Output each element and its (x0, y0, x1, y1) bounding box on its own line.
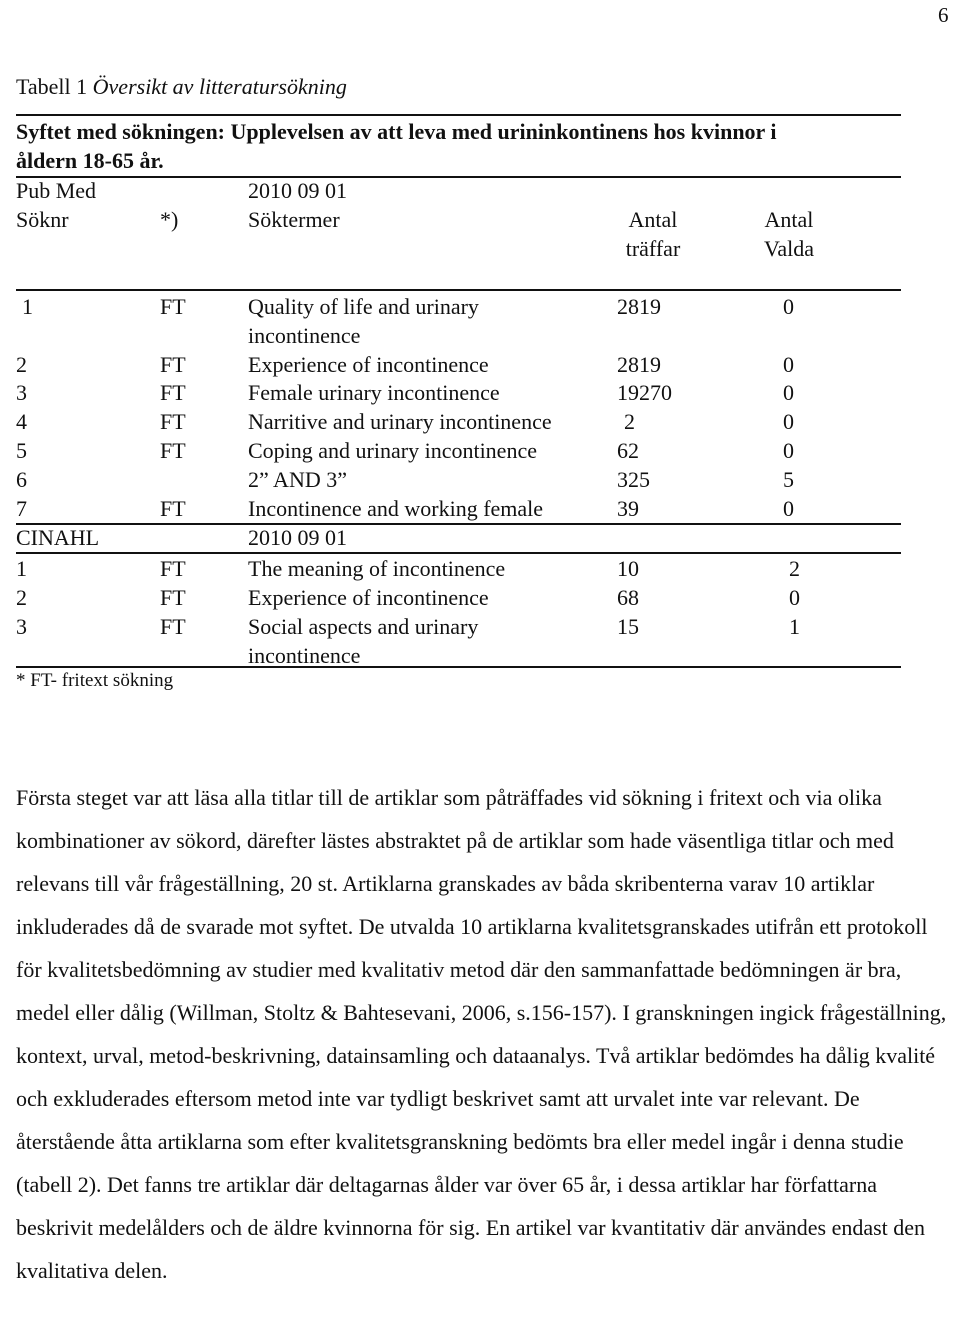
row-type: FT (160, 380, 186, 405)
header-rule (16, 289, 901, 291)
row-type: FT (160, 496, 186, 521)
table-bottom-rule (16, 666, 901, 668)
row-nr: 2 (16, 585, 27, 610)
row-nr: 4 (16, 409, 27, 434)
paragraph-sentence: Artiklarna granskades av båda skribenterna varav 10 artiklar inkluderades då de svarade mot syftet. (16, 871, 880, 939)
row-hits: 2819 (617, 352, 661, 377)
row-nr: 7 (16, 496, 27, 521)
row-hits: 68 (617, 585, 639, 610)
row-type: FT (160, 556, 186, 581)
row-terms-continued: incontinence (248, 643, 361, 668)
row-terms: Quality of life and urinary (248, 294, 479, 319)
row-selected: 2 (789, 556, 800, 581)
database-name-cinahl: CINAHL (16, 525, 100, 550)
row-hits: 10 (617, 556, 639, 581)
row-selected: 0 (783, 496, 794, 521)
row-nr: 2 (16, 352, 27, 377)
row-nr: 1 (22, 294, 33, 319)
table-caption-title: Översikt av litteratursökning (92, 74, 347, 99)
row-type: FT (160, 585, 186, 610)
row-type: FT (160, 294, 186, 319)
paragraph-sentence: De utvalda 10 artiklarna kvalitetsgranskades utifrån ett protokoll för kvalitetsbedömning av studier med kvalitativ metod där den sammanfattade bedömningen är bra, medel eller dålig (Willman, Stoltz & Bahtesevani, 2006, s.156-157). (16, 914, 933, 1025)
paragraph-sentence: Två artiklar bedömdes ha dålig kvalité och exkluderades eftersom metod inte var tydligt beskrivet samt att urvalet inte var relevant. (16, 1043, 941, 1111)
column-header-hits-line2: träffar (625, 236, 681, 261)
body-paragraph (16, 776, 950, 1292)
row-terms: Coping and urinary incontinence (248, 438, 537, 463)
row-terms: Female urinary incontinence (248, 380, 500, 405)
row-nr: 1 (16, 556, 27, 581)
row-selected: 0 (783, 352, 794, 377)
row-selected: 1 (789, 614, 800, 639)
column-header-selected (757, 205, 821, 263)
column-header-type: *) (160, 207, 179, 232)
table-caption (16, 72, 347, 101)
column-header-selected-line1: Antal (764, 207, 814, 232)
paragraph-sentence: I granskningen ingick frågeställning, kontext, urval, metod-beskrivning, datainsamling och dataanalys. (16, 1000, 952, 1068)
row-terms: Social aspects and urinary (248, 614, 479, 639)
row-selected: 0 (789, 585, 800, 610)
row-nr: 3 (16, 380, 27, 405)
column-header-selected-line2: Valda (763, 236, 815, 261)
row-type: FT (160, 438, 186, 463)
column-header-hits (617, 205, 689, 263)
search-purpose-line2: åldern 18-65 år. (16, 148, 164, 173)
row-type: FT (160, 352, 186, 377)
paragraph-sentence: Det fanns tre artiklar där deltagarnas ålder var över 65 år, i dessa artiklar har författarna beskrivit medelålders och de äldre kvinnorna för sig. (16, 1172, 883, 1240)
table-footnote: * FT- fritext sökning (16, 670, 174, 691)
row-terms: Experience of incontinence (248, 585, 489, 610)
paragraph-sentence: De återstående åtta artiklarna som efter kvalitetsgranskning bedömts bra eller medel ingår i denna studie (tabell 2). (16, 1086, 910, 1197)
table-top-rule (16, 114, 901, 116)
pubmed-end-rule (16, 523, 901, 525)
row-type: FT (160, 409, 186, 434)
paragraph-sentence: Första steget var att läsa alla titlar till de artiklar som påträffades vid sökning i fritext och via olika kombinationer av sökord, därefter lästes abstraktet på de artiklar som hade väsentliga titlar och med relevans till vår frågeställning, 20 st. (16, 785, 900, 896)
row-selected: 0 (783, 409, 794, 434)
row-hits: 62 (617, 438, 639, 463)
row-hits: 15 (617, 614, 639, 639)
row-terms: Experience of incontinence (248, 352, 489, 377)
database-date-pubmed: 2010 09 01 (248, 178, 347, 203)
row-selected: 0 (783, 380, 794, 405)
row-hits: 2819 (617, 294, 661, 319)
row-nr: 6 (16, 467, 27, 492)
purpose-rule (16, 176, 901, 178)
row-terms: 2” AND 3” (248, 467, 347, 492)
row-nr: 5 (16, 438, 27, 463)
row-nr: 3 (16, 614, 27, 639)
row-selected: 5 (783, 467, 794, 492)
row-terms: Incontinence and working female (248, 496, 544, 521)
row-type: FT (160, 614, 186, 639)
row-hits: 39 (617, 496, 639, 521)
row-terms: The meaning of incontinence (248, 556, 506, 581)
column-header-search-nr: Söknr (16, 207, 69, 232)
row-selected: 0 (783, 294, 794, 319)
column-header-hits-line1: Antal (628, 207, 678, 232)
column-header-search-terms: Söktermer (248, 207, 340, 232)
paragraph-sentence: En artikel var kvantitativ där användes endast den kvalitativa delen. (16, 1215, 931, 1283)
row-terms-continued: incontinence (248, 323, 361, 348)
row-hits: 19270 (617, 380, 672, 405)
row-terms: Narritive and urinary incontinence (248, 409, 552, 434)
row-hits: 2 (624, 409, 635, 434)
search-purpose-line1: Syftet med sökningen: Upplevelsen av att leva med urininkontinens hos kvinnor i (16, 119, 777, 144)
table-caption-prefix: Tabell 1 (16, 74, 88, 99)
page-number: 6 (938, 3, 949, 27)
row-hits: 325 (617, 467, 650, 492)
database-date-cinahl: 2010 09 01 (248, 525, 347, 550)
database-name-pubmed: Pub Med (16, 178, 97, 203)
row-selected: 0 (783, 438, 794, 463)
